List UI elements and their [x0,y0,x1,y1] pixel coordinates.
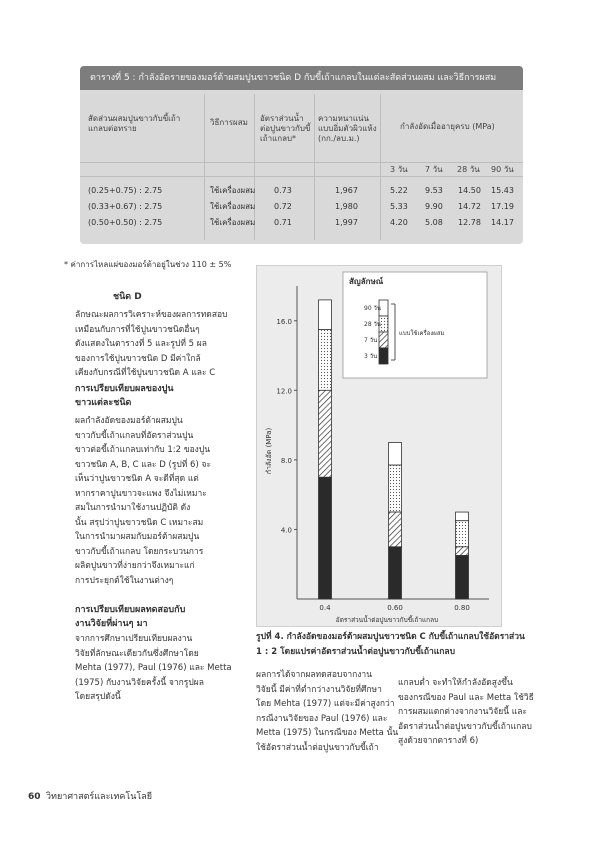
x-axis-label: อัตราส่วนน้ำต่อปูนขาวกับขี้เถ้าแกลบ [335,616,439,624]
body-line: เหมือนกับการที่ใช้ปูนขาวชนิดอื่นๆ [75,324,200,335]
body-line: ผลกำลังอัดของมอร์ต้าผสมปูน [75,416,183,426]
y-axis-label: กำลังอัด (MPa) [265,427,273,475]
heading-line: งานวิจัยที่ผ่านๆ มา [75,619,148,629]
caption-line: รูปที่ 4. กำลังอัดของมอร์ต้าผสมปูนขาวชนิด C กับขี้เถ้าแกลบใช้อัตราส่วน [256,632,525,642]
body-line: Metta (1975) ในกรณีของ Metta นั้น [256,728,399,738]
y-tick-label: 12.0 [276,387,292,396]
header-day-7: 7 วัน [425,165,443,174]
header-water-ratio: อัตราส่วนน้ำต่อปูนขาวกับขี้เถ้าแกลบ* [260,114,311,143]
header-density: ความหนาแน่นแบบอิ่มตัวผิวแห้ง (กก./ลบ.ม.) [318,114,377,143]
body-line: กรณีงานวิจัยของ Paul (1976) และ [256,713,388,724]
body-line: เคียงกับกรณีที่ใช้ปูนขาวชนิด A และ C [75,368,216,378]
section-d-title: ชนิด D [113,292,142,302]
header-day-90: 90 วัน [491,165,514,174]
body-line: ขาวกับขี้เถ้าแกลบ โดยกระบวนการ [75,546,204,557]
caption-line: 1 : 2 โดยแปรค่าอัตราส่วนน้ำต่อปูนขาวกับขี้เถ้าแกลบ [256,647,455,657]
table-divider [314,94,315,240]
bar-segment [389,443,402,466]
legend-item-label: 90 วัน [364,305,382,312]
table-title: ตารางที่ 5 : กำลังอัดรายของมอร์ต้าผสมปูนขาวชนิด D กับขี้เถ้าแกลบในแต่ละสัดส่วนผสม และวิธีการผสม [80,66,523,90]
body-line: การประยุกต์ใช้ในงานต่างๆ [75,575,174,586]
strength-bar-chart [256,265,502,627]
header-ratio: สัดส่วนผสมปูนขาวกับขี้เถ้าแกลบต่อทราย [88,114,181,133]
header-day-3: 3 วัน [390,165,408,174]
body-line: จากการศึกษาเปรียบเทียบผลงาน [75,634,193,644]
table-divider [380,94,381,240]
bar-segment [456,556,469,599]
body-line: ขาวต่อขี้เถ้าแกลบเท่ากับ 1:2 ของปูน [75,445,211,455]
body-line: วิจัยนี้ มีค่าที่ต่ำกว่างานวิจัยที่ศึกษา [256,684,382,695]
page-number: 60 [28,792,41,802]
bar-segment [319,329,332,390]
bar-segment [319,390,332,477]
body-line: ลักษณะผลการวิเคราะห์ของผลการทดสอบ [75,310,228,320]
chart-canvas [257,266,501,626]
heading-line: การเปรียบเทียบผลของปูน [75,384,174,394]
bar-segment [389,465,402,512]
legend-swatch [379,332,388,348]
body-line: ขาวกับขี้เถ้าแกลบที่อัตราส่วนปูน [75,430,194,441]
bar-segment [389,547,402,599]
table-footnote: * ค่าการไหลแผ่ของมอร์ต้าอยู่ในช่วง 110 ± 5% [64,260,232,269]
x-tick-label: 0.80 [454,604,470,612]
y-tick-label: 8.0 [280,456,292,465]
legend-item-label: 28 วัน [364,321,382,328]
body-line: ขาวชนิด A, B, C และ D (รูปที่ 6) จะ [75,459,212,470]
header-day-28: 28 วัน [457,165,480,174]
body-line: ดังแสดงในตารางที่ 5 และรูปที่ 5 ผล [75,339,207,349]
body-line: โดย Mehta (1977) แต่จะมีค่าสูงกว่า [256,699,395,709]
body-line: ผลการได้จากผลทดสอบจากงาน [256,670,373,680]
body-line: ผลิตปูนขาวที่ง่ายกว่าจึงเหมาะแก่ [75,561,195,571]
bar-segment [319,477,332,599]
body-line: สมในการนำมาใช้งานปฏิบัติ ดัง [75,503,191,513]
legend-item-label: 3 วัน [364,353,378,360]
body-line: โดยสรุปดังนี้ [75,692,121,702]
body-line: แกลบต่ำ จะทำให้กำลังอัดสูงขึ้น [398,678,513,688]
body-line: นั้น สรุปว่าปูนขาวชนิด C เหมาะสม [75,517,204,528]
body-line: Mehta (1977), Paul (1976) และ Metta [75,663,232,673]
bar-segment [456,521,469,547]
x-tick-label: 0.60 [387,604,403,612]
table-divider [80,162,523,163]
body-line: การผสมแตกต่างจากงานวิจัยนี้ และ [398,707,527,717]
y-tick-label: 4.0 [280,526,292,535]
heading-line: การเปรียบเทียบผลทดสอบกับ [75,605,186,615]
journal-name: วิทยาศาสตร์และเทคโนโลยี [46,792,153,802]
body-line: เห็นว่าปูนขาวชนิด A จะดีที่สุด แต่ [75,474,199,484]
header-method: วิธีการผสม [210,118,248,127]
bar-segment [389,512,402,547]
legend-side-label: แบบใช้เครื่องผสม [399,330,445,337]
body-line: ในการนำมาผสมกับมอร์ต้าผสมปูน [75,532,200,542]
body-line: ของกรณีของ Paul และ Metta ใช้วิธี [398,692,534,703]
body-line: สูงด้วยจากตารางที่ 6) [398,736,479,746]
heading-line: ขาวแต่ละชนิด [75,398,132,408]
bar-segment [456,512,469,521]
x-tick-label: 0.4 [319,604,331,612]
header-strength: กำลังอัดเมื่ออายุครบ (MPa) [400,122,495,131]
legend-item-label: 7 วัน [364,337,378,344]
bar-segment [456,547,469,556]
table-divider [204,94,205,240]
y-tick-label: 16.0 [276,317,292,326]
body-line: ใช้อัตราส่วนน้ำต่อปูนขาวกับขี้เถ้า [256,742,379,753]
bar-segment [319,300,332,330]
legend-swatch [379,348,388,364]
data-table: ตารางที่ 5 : กำลังอัดรายของมอร์ต้าผสมปูนขาวชนิด D กับขี้เถ้าแกลบในแต่ละสัดส่วนผสม และวิธีการผสม สัดส่วนผสมปูนขาวกับขี้เถ้าแกลบต่อทราย วิธีการผสม อัตราส่วนน้ำต่อปูนขาวกับขี้เถ้าแกลบ* ความหนาแน่นแบบอิ่มตัวผิวแห้ง (กก./ลบ.ม.) กำลังอัดเมื่ออายุครบ (MPa) 3 วัน 7 วัน 28 วัน 90 วัน (0.25+0.75) : 2.75 ใช้เครื่องผสม 0.73 1,967 5.22 9.53 14.50 15.43 (0.33+0.67) : 2.75 ใช้เครื่องผสม 0.72 1,980 5.33 9.90 14.72 17.19 (0.50+0.50) : 2.75 ใช้เครื่องผสม 0.71 1,997 4.20 5.08 12.78 14.17 [80,66,523,244]
body-line: ของการใช้ปูนขาวชนิด D มีค่าใกล้ [75,353,201,364]
body-line: วิจัยที่ลักษณะเดียวกันซึ่งศึกษาโดย [75,648,199,659]
body-line: หากราคาปูนขาวจะแพง จึงไม่เหมาะ [75,488,207,499]
legend-title: สัญลักษณ์ [349,277,384,286]
table-divider [80,176,523,177]
body-line: อัตราส่วนน้ำต่อปูนขาวกับขี้เถ้าแกลบ [398,721,532,732]
body-line: (1975) กับงานวิจัยครั้งนี้ จากรูปผล [75,677,204,688]
